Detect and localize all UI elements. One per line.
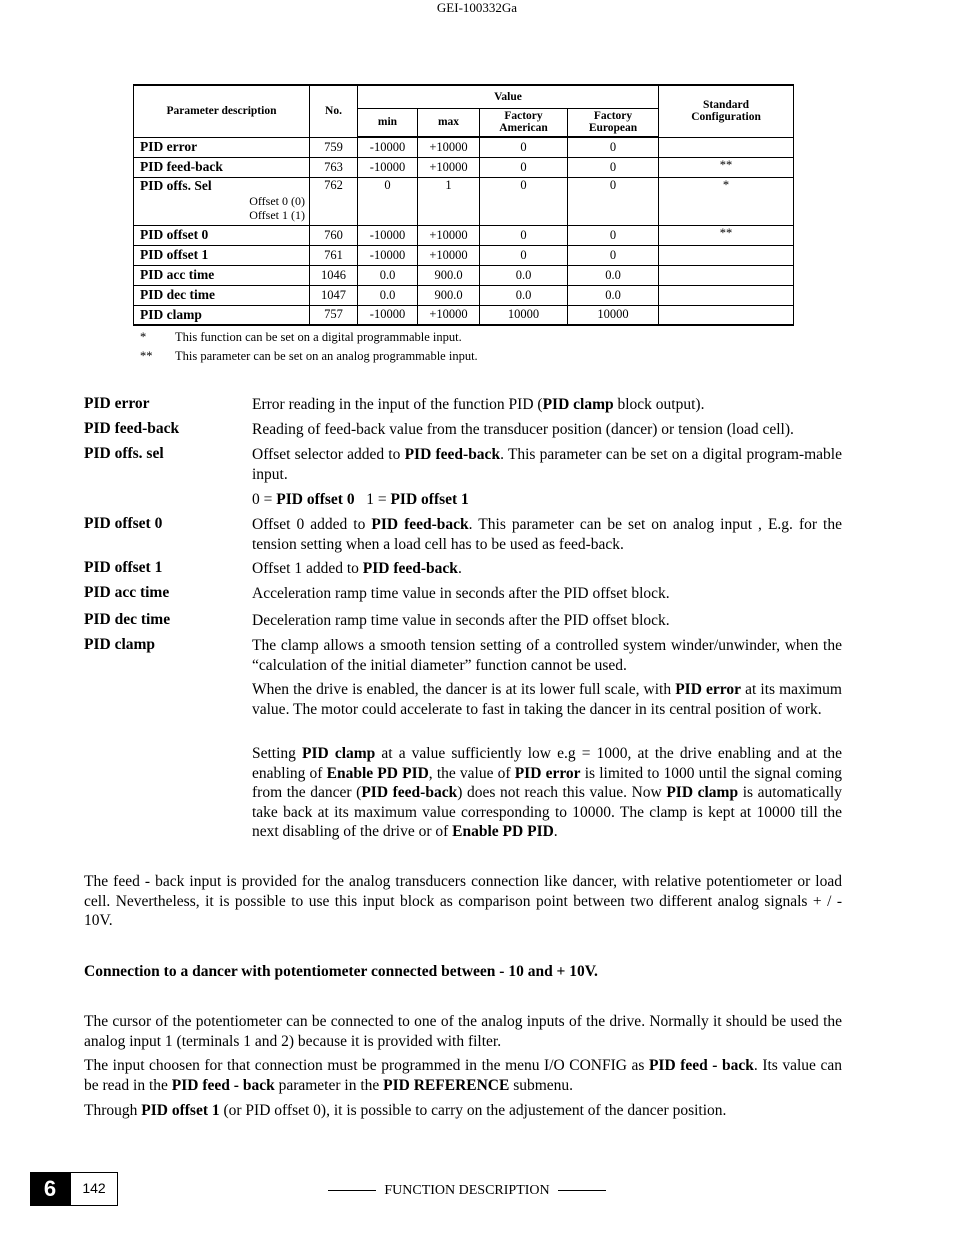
row-factory-european: 0 bbox=[568, 245, 659, 265]
row-standard: ** bbox=[659, 225, 794, 245]
row-factory-european: 0 bbox=[568, 225, 659, 245]
row-standard bbox=[659, 305, 794, 325]
def-pid-dec-time: Deceleration ramp time value in seconds after the PID offset block. bbox=[252, 612, 670, 629]
table-row bbox=[134, 177, 794, 225]
row-desc: PID offset 1 bbox=[134, 245, 310, 265]
row-min: -10000 bbox=[358, 225, 418, 245]
header-factory-american: Factory American bbox=[480, 108, 568, 137]
table-note: * This function can be set on a digital programmable input. bbox=[140, 330, 462, 344]
header-param: Parameter description bbox=[134, 85, 310, 137]
row-max: +10000 bbox=[418, 305, 480, 325]
chapter-number: 6 bbox=[30, 1172, 70, 1206]
row-no: 759 bbox=[310, 137, 358, 157]
footer-rule-left bbox=[328, 1190, 376, 1191]
row-desc: PID dec time bbox=[134, 285, 310, 305]
row-desc: PID offs. Sel Offset 0 (0) Offset 1 (1) bbox=[134, 177, 310, 225]
document-code: GEI-100332Ga bbox=[436, 0, 518, 15]
row-sub-option: Offset 0 (0) bbox=[249, 193, 305, 208]
row-no: 761 bbox=[310, 245, 358, 265]
row-factory-european: 0 bbox=[568, 157, 659, 177]
def-pid-offset0: Offset 0 added to PID feed-back. This parameter can be set on analog input , E.g. for the tension setting when a load cell has to be used as feed-back. bbox=[252, 516, 842, 553]
row-factory-american: 0 bbox=[480, 157, 568, 177]
row-min: 0.0 bbox=[358, 285, 418, 305]
row-min: -10000 bbox=[358, 137, 418, 157]
row-min: 0.0 bbox=[358, 265, 418, 285]
row-min: 0 bbox=[358, 177, 418, 225]
feedback-paragraph: The feed - back input is provided for the analog transducers connection like dancer, with relative potentiometer or load cell. Nevertheless, it is possible to use this input block as comparison point between two different analog signals + / - 10V. bbox=[84, 873, 842, 929]
row-sub-option: Offset 1 (1) bbox=[249, 207, 305, 222]
header-no: No. bbox=[310, 85, 358, 137]
row-desc: PID error bbox=[134, 137, 310, 157]
row-no: 1046 bbox=[310, 265, 358, 285]
row-factory-european: 0 bbox=[568, 137, 659, 157]
parameter-table bbox=[133, 84, 794, 326]
def-pid-acc-time: Acceleration ramp time value in seconds after the PID offset block. bbox=[252, 585, 670, 602]
row-factory-european: 0 bbox=[568, 177, 659, 225]
row-standard: * bbox=[659, 177, 794, 225]
row-no: 763 bbox=[310, 157, 358, 177]
row-desc: PID offset 0 bbox=[134, 225, 310, 245]
row-factory-european: 10000 bbox=[568, 305, 659, 325]
row-factory-american: 0 bbox=[480, 177, 568, 225]
table-row bbox=[134, 157, 794, 177]
row-factory-european: 0.0 bbox=[568, 265, 659, 285]
row-desc: PID clamp bbox=[134, 305, 310, 325]
table-row bbox=[134, 225, 794, 245]
row-standard bbox=[659, 137, 794, 157]
table-row bbox=[134, 305, 794, 325]
row-max: 1 bbox=[418, 177, 480, 225]
row-no: 762 bbox=[310, 177, 358, 225]
row-max: 900.0 bbox=[418, 285, 480, 305]
section-heading: Connection to a dancer with potentiometer connected between - 10 and + 10V. bbox=[84, 963, 598, 980]
row-max: +10000 bbox=[418, 137, 480, 157]
table-row bbox=[134, 137, 794, 157]
term-pid-feedback: PID feed-back bbox=[84, 420, 180, 437]
def-pid-clamp-p3: Setting PID clamp at a value sufficiently low e.g = 1000, at the drive enabling and at the enabling of Enable PD PID, the value of PID error is limited to 1000 until the signal coming from the dancer (PID feed-back) does not reach this value. Now PID clamp is automatically take back at its maximum value corresponding to 10000. The clamp is kept at 10000 till the next disabling of the drive or of Enable PD PID. bbox=[252, 745, 842, 840]
row-max: 900.0 bbox=[418, 265, 480, 285]
term-pid-error: PID error bbox=[84, 395, 150, 412]
row-standard bbox=[659, 245, 794, 265]
row-factory-american: 0 bbox=[480, 245, 568, 265]
footer-rule-right bbox=[558, 1190, 606, 1191]
term-pid-offs-sel: PID offs. sel bbox=[84, 445, 164, 462]
row-factory-american: 0.0 bbox=[480, 265, 568, 285]
row-max: +10000 bbox=[418, 157, 480, 177]
term-pid-dec-time: PID dec time bbox=[84, 611, 171, 628]
cursor-paragraph: The cursor of the potentiometer can be connected to one of the analog inputs of the drive. Normally it should be used the analog input 1 (terminals 1 and 2) because it is provided with filter. bbox=[84, 1013, 842, 1050]
term-pid-clamp: PID clamp bbox=[84, 636, 156, 653]
row-desc: PID acc time bbox=[134, 265, 310, 285]
row-standard: ** bbox=[659, 157, 794, 177]
row-standard bbox=[659, 285, 794, 305]
header-standard: Standard Configuration bbox=[659, 85, 794, 137]
def-pid-feedback: Reading of feed-back value from the transducer position (dancer) or tension (load cell). bbox=[252, 421, 794, 438]
row-standard bbox=[659, 265, 794, 285]
term-pid-offset0: PID offset 0 bbox=[84, 515, 163, 532]
row-max: +10000 bbox=[418, 245, 480, 265]
def-pid-clamp-p1: The clamp allows a smooth tension setting of a controlled system winder/unwinder, when the “calculation of the initial diameter” function cannot be used. bbox=[252, 637, 842, 674]
def-pid-clamp-p2: When the drive is enabled, the dancer is at its lower full scale, with PID error at its maximum value. The motor could accelerate to fast in taking the dancer in its central position of work. bbox=[252, 681, 842, 718]
term-pid-offset1: PID offset 1 bbox=[84, 559, 163, 576]
row-min: -10000 bbox=[358, 305, 418, 325]
header-value: Value bbox=[358, 85, 659, 108]
row-no: 1047 bbox=[310, 285, 358, 305]
table-row bbox=[134, 285, 794, 305]
row-factory-american: 0.0 bbox=[480, 285, 568, 305]
table-note: ** This parameter can be set on an analog programmable input. bbox=[140, 349, 478, 363]
term-pid-acc-time: PID acc time bbox=[84, 584, 170, 601]
row-max: +10000 bbox=[418, 225, 480, 245]
row-min: -10000 bbox=[358, 245, 418, 265]
header-min: min bbox=[358, 108, 418, 137]
table-row bbox=[134, 265, 794, 285]
def-pid-offs-sel-options: 0 = PID offset 0 1 = PID offset 1 bbox=[252, 491, 469, 508]
def-pid-offset1: Offset 1 added to PID feed-back. bbox=[252, 560, 462, 577]
row-desc: PID feed-back bbox=[134, 157, 310, 177]
row-no: 760 bbox=[310, 225, 358, 245]
row-factory-american: 0 bbox=[480, 137, 568, 157]
row-no: 757 bbox=[310, 305, 358, 325]
through-paragraph: Through PID offset 1 (or PID offset 0), it is possible to carry on the adjustement of the dancer position. bbox=[84, 1102, 727, 1119]
row-factory-american: 10000 bbox=[480, 305, 568, 325]
header-factory-european: Factory European bbox=[568, 108, 659, 137]
row-min: -10000 bbox=[358, 157, 418, 177]
table-row bbox=[134, 245, 794, 265]
def-pid-offs-sel: Offset selector added to PID feed-back. This parameter can be set on a digital program-mable input. bbox=[252, 446, 842, 483]
header-max: max bbox=[418, 108, 480, 137]
page-number: 142 bbox=[70, 1172, 118, 1206]
def-pid-error: Error reading in the input of the function PID (PID clamp block output). bbox=[252, 396, 705, 413]
input-paragraph: The input choosen for that connection must be programmed in the menu I/O CONFIG as PID feed - back. Its value can be read in the PID feed - back parameter in the PID REFERENCE submenu. bbox=[84, 1057, 842, 1094]
row-factory-american: 0 bbox=[480, 225, 568, 245]
row-factory-european: 0.0 bbox=[568, 285, 659, 305]
footer-title: FUNCTION DESCRIPTION bbox=[0, 1183, 934, 1199]
